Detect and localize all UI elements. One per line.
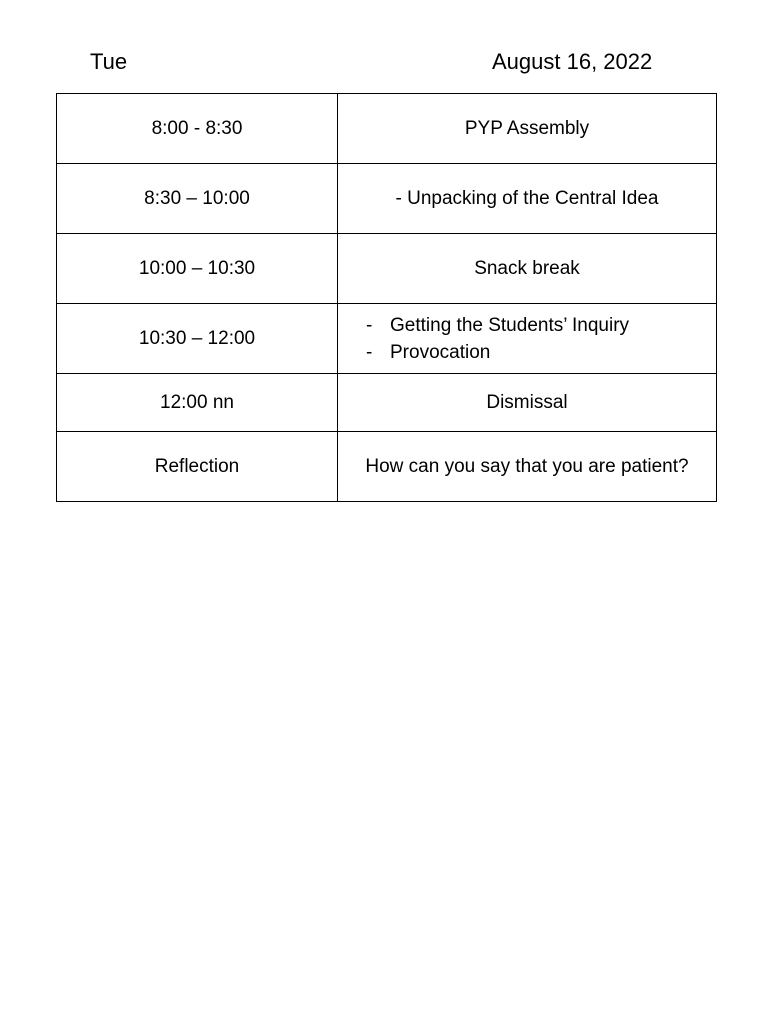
table-row (57, 432, 717, 502)
table-row (57, 304, 717, 374)
table-row (57, 164, 717, 234)
list-item-label: Getting the Students’ Inquiry (390, 314, 630, 336)
time-cell: 10:00 – 10:30 (57, 234, 338, 304)
activity-cell: Snack break (338, 234, 717, 304)
table-row (57, 234, 717, 304)
time-cell: 8:00 - 8:30 (57, 94, 338, 164)
activity-cell (338, 304, 717, 374)
activity-cell: - Unpacking of the Central Idea (338, 164, 717, 234)
activity-cell: PYP Assembly (338, 94, 717, 164)
dash-bullet: - (366, 314, 373, 336)
reflection-question: How can you say that you are patient? (338, 432, 717, 502)
dash-bullet: - (366, 341, 373, 363)
time-cell: 10:30 – 12:00 (57, 304, 338, 374)
activity-cell: Dismissal (338, 374, 717, 432)
schedule-table (56, 93, 717, 502)
table-row (57, 374, 717, 432)
list-item (366, 339, 716, 366)
table-row (57, 94, 717, 164)
activity-list (338, 312, 716, 366)
list-item-label: Provocation (390, 341, 491, 363)
day-label: Tue (90, 49, 128, 74)
date-label: August 16, 2022 (492, 49, 653, 74)
time-cell: 8:30 – 10:00 (57, 164, 338, 234)
list-item (366, 312, 716, 339)
reflection-label: Reflection (57, 432, 338, 502)
time-cell: 12:00 nn (57, 374, 338, 432)
